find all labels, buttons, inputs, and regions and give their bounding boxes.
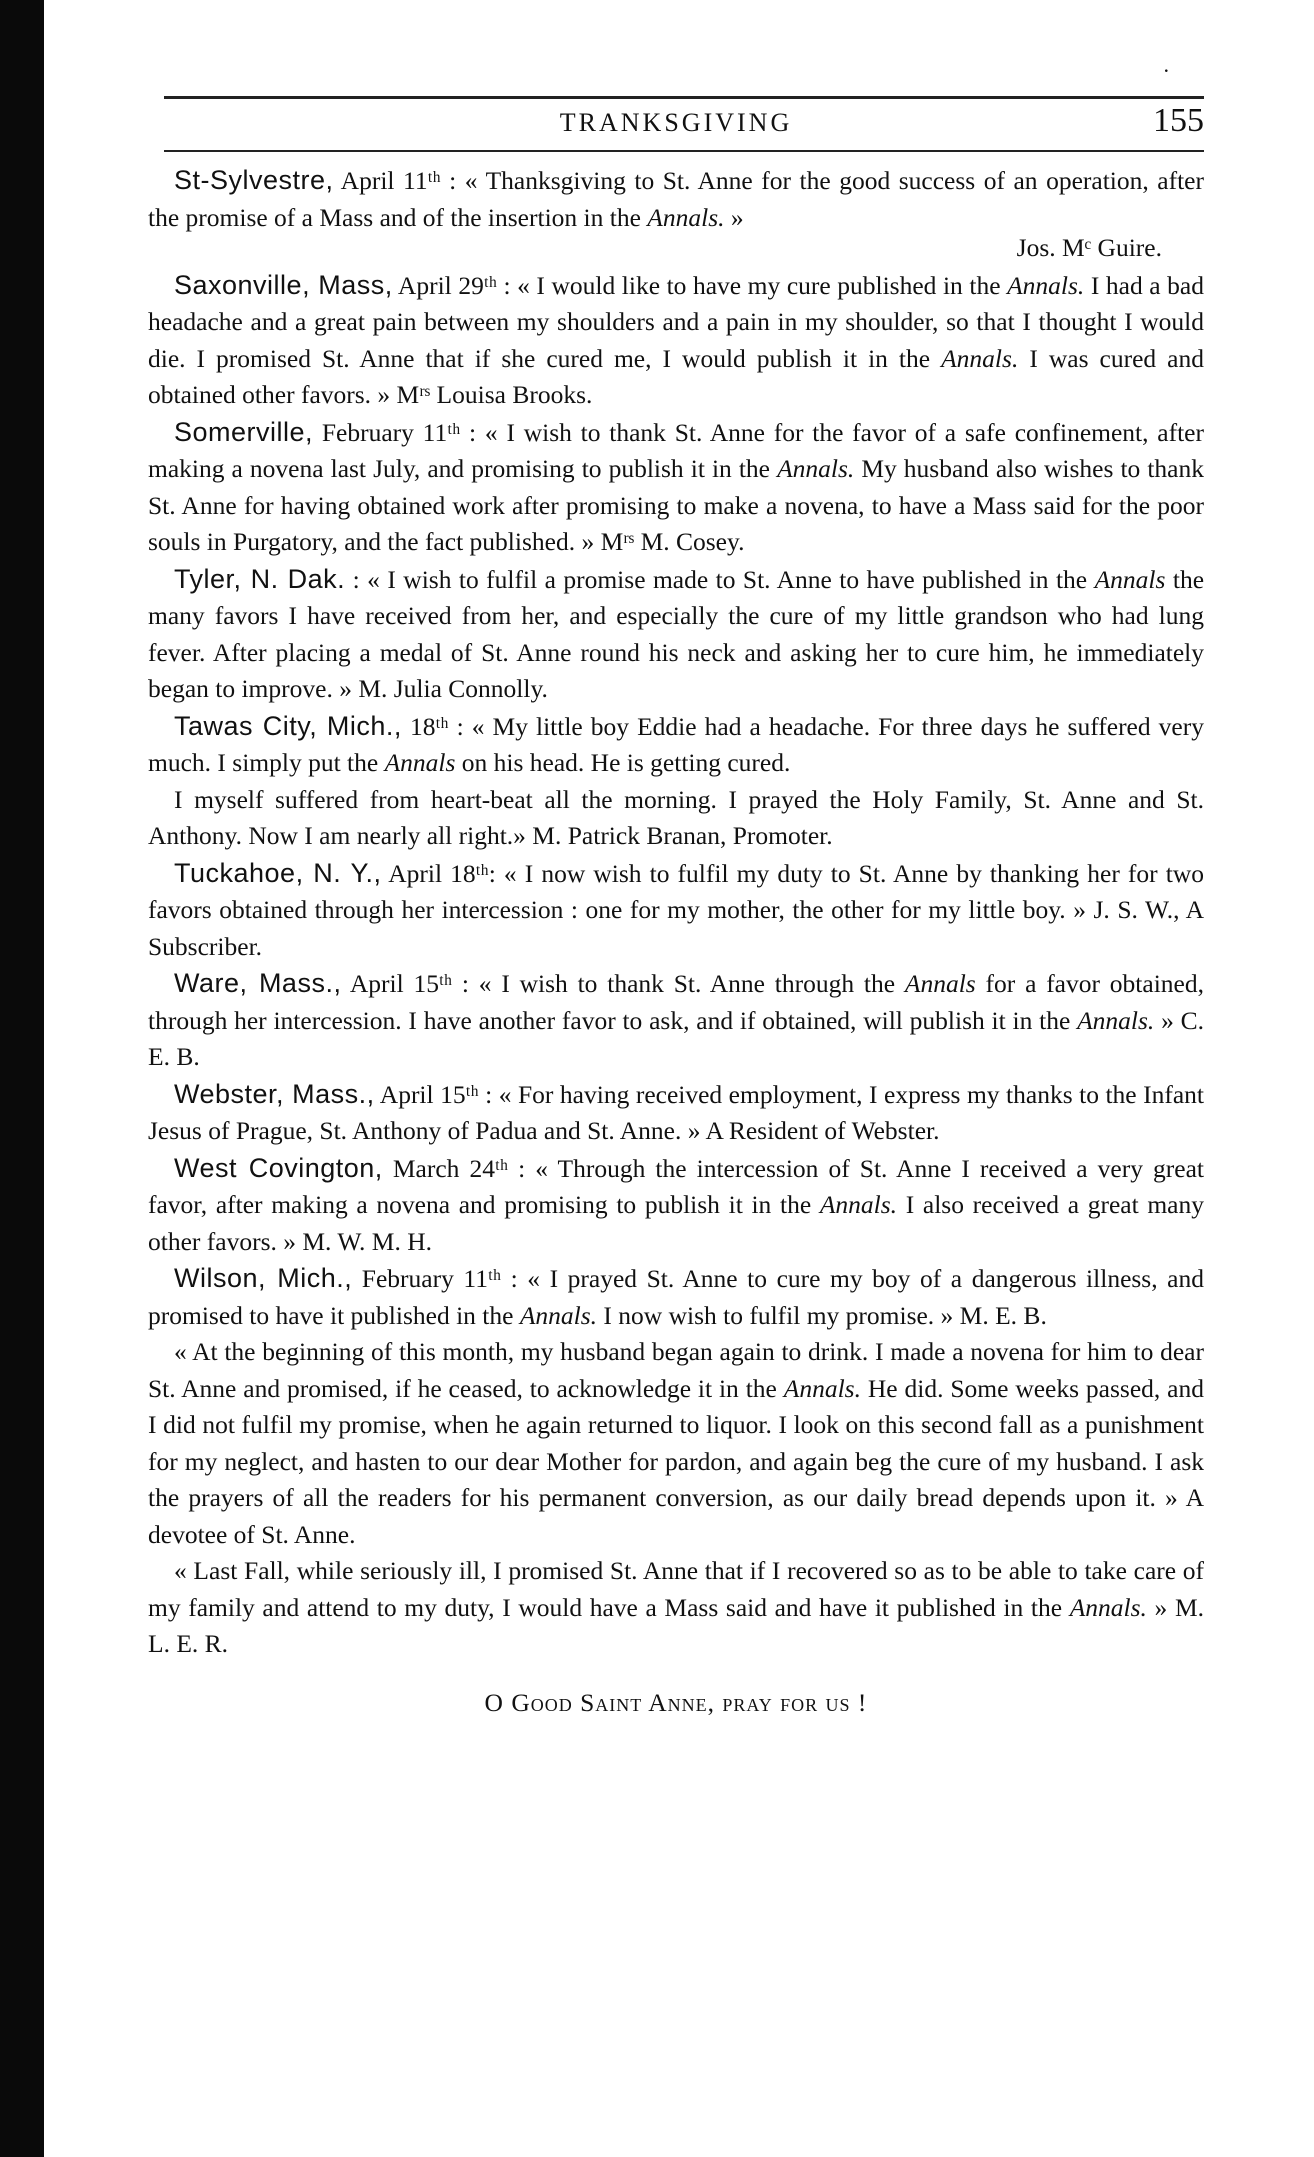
header-rule-top (164, 96, 1204, 99)
entry-place: Somerville, (174, 416, 314, 447)
entry-place: Tawas City, Mich., (174, 710, 402, 741)
entry: Ware, Mass., April 15ᵗʰ : « I wish to thank St. Anne through the Annals for a favor obtained, through her intercession. I have another favor to ask, and if obtained, will publish it in the Annals. » C. E. B. (148, 968, 1204, 1071)
header-rule-bottom (164, 150, 1204, 152)
entry: Tuckahoe, N. Y., April 18ᵗʰ: « I now wish to fulfil my duty to St. Anne by thanking her for two favors obtained through her intercession : one for my mother, the other for my little boy. » J. S. W., A Subscriber. (148, 857, 1204, 961)
closing-invocation: O Good Saint Anne, pray for us ! (484, 1687, 868, 1717)
entry: Webster, Mass., April 15ᵗʰ : « For having received employment, I express my thanks to the Infant Jesus of Prague, St. Anthony of Padua and St. Anne. » A Resident of Webster. (148, 1078, 1204, 1145)
entry: Somerville, February 11ᵗʰ : « I wish to thank St. Anne for the favor of a safe confinement, after making a novena last July, and promising to publish it in the Annals. My husband also wishes to thank St. Anne for having obtained work after promising to make a novena, to have a Mass said for the poor souls in Purgatory, and the fact published. » Mʳˢ M. Cosey. (148, 416, 1204, 556)
entry: St-Sylvestre, April 11ᵗʰ : « Thanksgiving to St. Anne for the good success of an operation, after the promise of a Mass and of the insertion in the Annals. » (148, 165, 1204, 232)
scan-edge-bar (0, 0, 44, 2157)
entry: Saxonville, Mass, April 29ᵗʰ : « I would like to have my cure published in the Annals. I had a bad headache and a great pain between my shoulders and a pain in my shoulder, so that I thought I would die. I promised St. Anne that if she cured me, I would publish it in the Annals. I was cured and obtained other favors. » Mʳˢ Louisa Brooks. (148, 269, 1205, 409)
entry-signature: Jos. Mᶜ Guire. (1016, 233, 1162, 262)
entry-place: Ware, Mass., (174, 968, 342, 998)
paragraph: « Last Fall, while seriously ill, I promised St. Anne that if I recovered so as to be able to take care of my family and attend to my duty, I would have a Mass said and have it published in the Annals. » M. L. E. R. (148, 1556, 1204, 1658)
entry: Tyler, N. Dak. : « I wish to fulfil a promise made to St. Anne to have published in the Annals the many favors I have received from her, and especially the cure of my little grandson who had lung fever. After placing a medal of St. Anne round his neck and asking her to cure him, he immediately began to improve. » M. Julia Connolly. (148, 563, 1205, 703)
entry-place: Wilson, Mich., (174, 1263, 353, 1293)
entry-place: Tyler, N. Dak. (174, 563, 346, 594)
paragraph: « At the beginning of this month, my husband began again to drink. I made a novena for him to dear St. Anne and promised, if he ceased, to acknowledge it in the Annals. He did. Some weeks passed, and I did not fulfil my promise, when he again returned to liquor. I look on this second fall as a punishment for my neglect, and hasten to our dear Mother for pardon, and again beg the cure of my husband. I ask the prayers of all the readers for his permanent conversion, as our daily bread depends upon it. » A devotee of St. Anne. (148, 1337, 1204, 1549)
page (148, 58, 1205, 1721)
entry-place: Saxonville, Mass, (174, 269, 393, 300)
body-text (148, 162, 1204, 1721)
entry-place: Tuckahoe, N. Y., (174, 857, 382, 888)
page-header (148, 58, 1204, 148)
header-mark: · (1162, 58, 1170, 83)
entry-place: West Covington, (174, 1152, 383, 1183)
entry: Wilson, Mich., February 11ᵗʰ : « I prayed St. Anne to cure my boy of a dangerous illness, and promised to have it published in the Annals. I now wish to fulfil my promise. » M. E. B. (148, 1263, 1204, 1330)
page-number: 155 (1153, 102, 1204, 139)
entry-place: Webster, Mass., (174, 1078, 375, 1109)
running-head: TRANKSGIVING (559, 108, 793, 137)
entry-continuation: I myself suffered from heart-beat all the morning. I prayed the Holy Family, St. Anne and St. Anthony. Now I am nearly all right.» M. Patrick Branan, Promoter. (148, 784, 1204, 850)
entry: West Covington, March 24ᵗʰ : « Through the intercession of St. Anne I received a very great favor, after making a novena and promising to publish it in the Annals. I also received a great many other favors. » M. W. M. H. (148, 1152, 1204, 1256)
entry: Tawas City, Mich., 18ᵗʰ : « My little boy Eddie had a headache. For three days he suffered very much. I simply put the Annals on his head. He is getting cured. (148, 710, 1204, 777)
entry-place: St-Sylvestre, (174, 165, 334, 195)
